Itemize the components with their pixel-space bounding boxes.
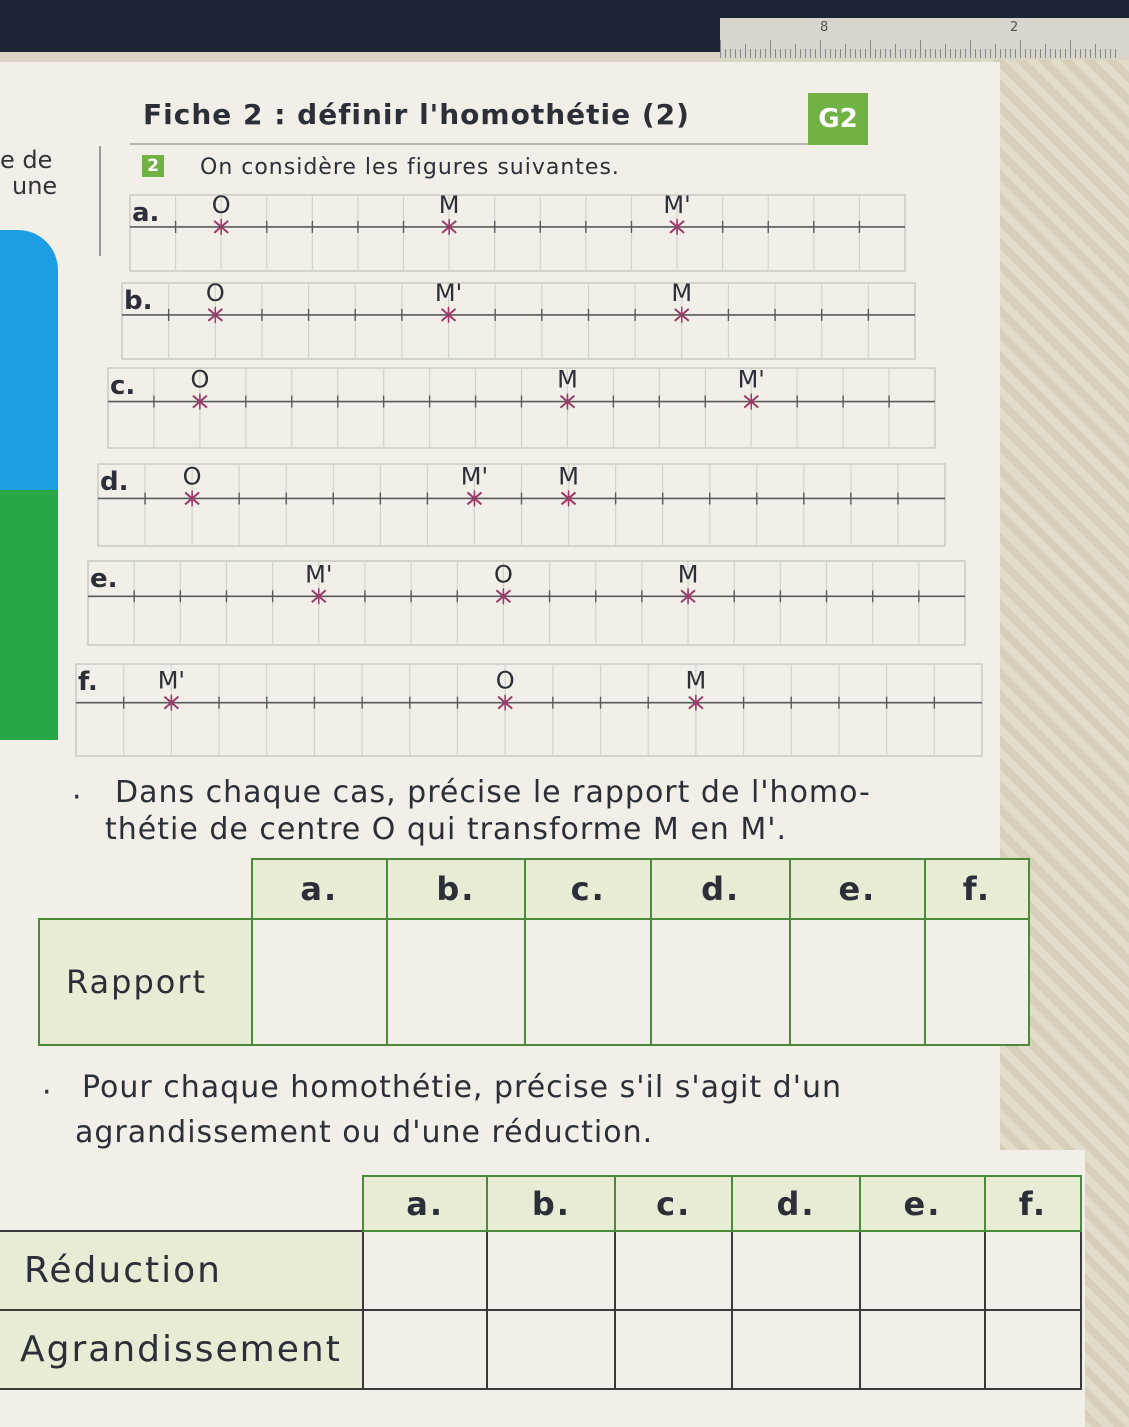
answer-cell[interactable] xyxy=(985,1310,1081,1389)
point-label: O xyxy=(493,560,513,589)
figure-label: d. xyxy=(100,467,129,497)
figure-a xyxy=(130,191,905,271)
grid-frame xyxy=(88,561,965,645)
col-header-b: b. xyxy=(487,1176,615,1231)
bullet: · xyxy=(72,780,82,815)
grid-frame xyxy=(76,664,982,756)
answer-cell[interactable] xyxy=(985,1231,1081,1310)
answer-cell[interactable] xyxy=(860,1231,985,1310)
point-label: M' xyxy=(305,560,333,589)
point-label: O xyxy=(190,365,210,394)
grid-frame xyxy=(130,195,905,271)
answer-cell[interactable] xyxy=(363,1231,487,1310)
col-header-d: d. xyxy=(651,859,790,919)
figure-c xyxy=(108,366,935,448)
point-label: O xyxy=(182,462,202,491)
bullet: · xyxy=(42,1075,52,1110)
answer-cell[interactable] xyxy=(252,919,387,1045)
table-corner xyxy=(0,1176,363,1231)
col-header-c: c. xyxy=(525,859,651,919)
figure-d xyxy=(98,462,945,546)
exercise-intro: On considère les figures suivantes. xyxy=(200,155,620,180)
adjacent-page-text: e de xyxy=(0,146,53,174)
col-header-b: b. xyxy=(387,859,526,919)
point-label: M xyxy=(671,278,693,307)
ratio-table xyxy=(38,858,1030,1046)
answer-cell[interactable] xyxy=(790,919,925,1045)
col-header-a: a. xyxy=(252,859,387,919)
answer-cell[interactable] xyxy=(615,1310,731,1389)
figure-b xyxy=(122,279,915,359)
figure-label: b. xyxy=(124,286,153,316)
answer-cell[interactable] xyxy=(615,1231,731,1310)
answer-cell[interactable] xyxy=(732,1310,860,1389)
grid-frame xyxy=(122,283,915,359)
col-header-f: f. xyxy=(925,859,1029,919)
ruler-number: 2 xyxy=(1010,20,1019,35)
answer-cell[interactable] xyxy=(487,1310,615,1389)
exercise-number: 2 xyxy=(142,155,164,177)
point-label: M' xyxy=(460,462,489,491)
answer-cell[interactable] xyxy=(525,919,651,1045)
answer-cell[interactable] xyxy=(732,1231,860,1310)
answer-cell[interactable] xyxy=(387,919,526,1045)
instruction-1-line-2: thétie de centre O qui transforme M en M'. xyxy=(105,812,787,847)
row-label-reduction: Réduction xyxy=(0,1231,363,1310)
point-label: M xyxy=(557,365,578,394)
point-label: O xyxy=(495,666,515,695)
instruction-2-line-1: Pour chaque homothétie, précise s'il s'agit d'un xyxy=(82,1070,842,1105)
figure-label: a. xyxy=(132,198,160,228)
col-header-d: d. xyxy=(732,1176,860,1231)
point-label: M xyxy=(677,560,699,589)
row-label-rapport: Rapport xyxy=(39,919,252,1045)
answer-cell[interactable] xyxy=(925,919,1029,1045)
point-label: M' xyxy=(737,365,765,394)
col-header-a: a. xyxy=(363,1176,487,1231)
point-label: M xyxy=(558,462,579,491)
page-title: Fiche 2 : définir l'homothétie (2) xyxy=(143,98,690,131)
chapter-badge: G2 xyxy=(808,93,868,145)
answer-cell[interactable] xyxy=(363,1310,487,1389)
answer-cell[interactable] xyxy=(487,1231,615,1310)
point-label: M xyxy=(685,666,707,695)
col-header-e: e. xyxy=(860,1176,985,1231)
answer-cell[interactable] xyxy=(651,919,790,1045)
col-header-c: c. xyxy=(615,1176,731,1231)
figure-label: e. xyxy=(90,564,118,594)
instruction-1-line-1: Dans chaque cas, précise le rapport de l'homo- xyxy=(115,775,871,810)
figure-e xyxy=(88,560,965,645)
figure-label: f. xyxy=(78,667,98,697)
point-label: M' xyxy=(663,190,691,219)
point-label: O xyxy=(205,278,225,307)
adjacent-page-text: une xyxy=(12,172,58,200)
row-label-agrandissement: Agrandissement xyxy=(0,1310,363,1389)
instruction-2-line-2: agrandissement ou d'une réduction. xyxy=(75,1115,654,1150)
enlargement-reduction-table xyxy=(0,1175,1082,1390)
answer-cell[interactable] xyxy=(860,1310,985,1389)
point-label: M xyxy=(438,190,460,219)
figure-f xyxy=(76,664,982,756)
table-corner xyxy=(39,859,252,919)
point-label: M' xyxy=(434,278,463,307)
ruler-number: 8 xyxy=(820,20,829,35)
col-header-e: e. xyxy=(790,859,925,919)
point-label: M' xyxy=(157,666,186,695)
figure-label: c. xyxy=(110,371,136,401)
point-label: O xyxy=(211,190,231,219)
col-header-f: f. xyxy=(985,1176,1081,1231)
